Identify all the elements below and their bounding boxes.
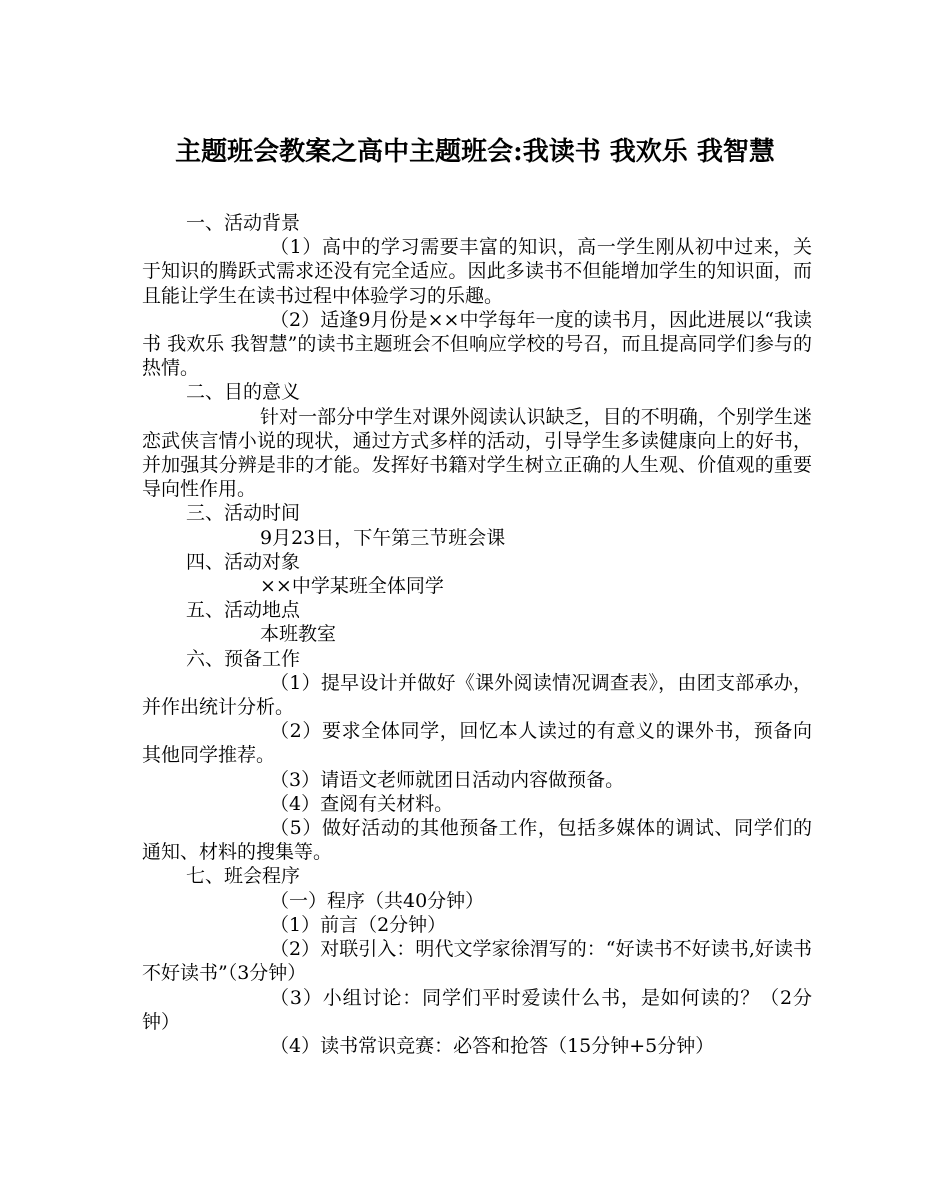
document-body <box>142 211 812 1058</box>
paragraph-procedure-2: （1）前言（2分钟） <box>270 913 447 936</box>
section-heading-purpose: 二、目的意义 <box>186 381 301 404</box>
paragraph-preparation-1: （1）提早设计并做好《课外阅读情况调查表》，由团支部承办，并作出统计分析。 <box>142 671 812 719</box>
paragraph-audience: ××中学某班全体同学 <box>260 575 444 598</box>
paragraph-procedure-4: （3）小组讨论：同学们平时爱读什么书，是如何读的？（2分钟） <box>142 986 812 1033</box>
document-title: 主题班会教案之高中主题班会:我读书 我欢乐 我智慧 <box>175 137 775 167</box>
paragraph-procedure-1: （一）程序（共40分钟） <box>270 889 485 912</box>
section-heading-preparation: 六、预备工作 <box>186 647 301 670</box>
paragraph-preparation-4: （4）查阅有关材料。 <box>270 792 454 815</box>
paragraph-location: 本班教室 <box>260 623 337 646</box>
paragraph-background-1: （1）高中的学习需要丰富的知识，高一学生刚从初中过来，关于知识的腾跃式需求还没有完全适应。因此多读书不但能增加学生的知识面，而且能让学生在读书过程中体验学习的乐趣。 <box>142 236 812 307</box>
section-heading-procedure: 七、班会程序 <box>186 865 301 888</box>
section-heading-audience: 四、活动对象 <box>186 550 301 573</box>
paragraph-time: 9月23日，下午第三节班会课 <box>260 526 506 549</box>
paragraph-procedure-5: （4）读书常识竞赛：必答和抢答（15分钟+5分钟） <box>270 1034 715 1057</box>
paragraph-procedure-3: （2）对联引入：明代文学家徐渭写的：“好读书不好读书,好读书不好读书”（3分钟） <box>142 938 812 985</box>
section-heading-background: 一、活动背景 <box>186 212 301 234</box>
paragraph-preparation-2: （2）要求全体同学，回忆本人读过的有意义的课外书，预备向其他同学推荐。 <box>142 720 812 767</box>
section-heading-time: 三、活动时间 <box>186 502 301 525</box>
paragraph-preparation-5: （5）做好活动的其他预备工作，包括多媒体的调试、同学们的通知、材料的搜集等。 <box>142 817 812 864</box>
paragraph-background-2: （2）适逢9月份是××中学每年一度的读书月，因此进展以“我读书 我欢乐 我智慧”的读书主题班会不但响应学校的号召，而且提高同学们参与的热情。 <box>142 308 812 380</box>
paragraph-purpose: 针对一部分中学生对课外阅读认识缺乏，目的不明确，个别学生迷恋武侠言情小说的现状，通过方式多样的活动，引导学生多读健康向上的好书，并加强其分辨是非的才能。发挥好书籍对学生树立正确的人生观、价值观的重要导向性作用。 <box>142 405 812 501</box>
paragraph-preparation-3: （3）请语文老师就团日活动内容做预备。 <box>270 768 625 791</box>
section-heading-location: 五、活动地点 <box>186 599 301 622</box>
